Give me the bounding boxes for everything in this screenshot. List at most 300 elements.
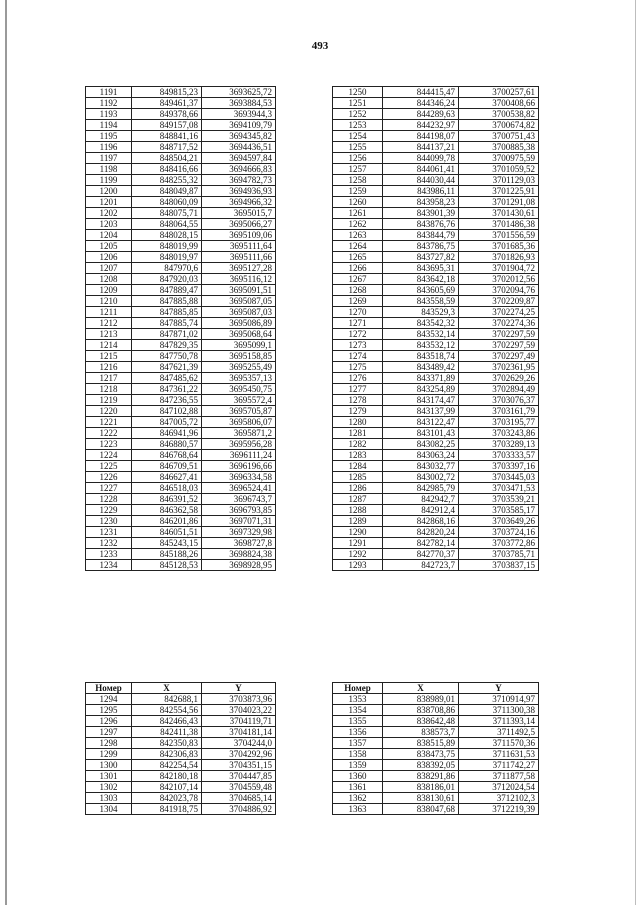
y-coordinate-cell: 3700674,82: [459, 120, 539, 131]
y-coordinate-cell: 3711300,38: [459, 705, 539, 716]
point-number-cell: 1269: [333, 296, 383, 307]
point-number-cell: 1281: [333, 428, 383, 439]
y-coordinate-cell: 3702209,87: [459, 296, 539, 307]
x-coordinate-cell: 847236,55: [132, 395, 202, 406]
y-coordinate-cell: 3695086,89: [202, 318, 276, 329]
table-row: [86, 98, 276, 109]
x-coordinate-cell: 848049,87: [132, 186, 202, 197]
table-row: [333, 98, 539, 109]
table-row: [333, 219, 539, 230]
point-number-cell: 1213: [86, 329, 132, 340]
table-row: [86, 527, 276, 538]
table-row: [333, 164, 539, 175]
x-coordinate-cell: 843558,59: [383, 296, 459, 307]
table-row: [86, 716, 276, 727]
point-number-cell: 1204: [86, 230, 132, 241]
x-coordinate-cell: 844232,97: [383, 120, 459, 131]
table-row: [86, 296, 276, 307]
table-row: [333, 263, 539, 274]
header-y: Y: [459, 683, 539, 694]
x-coordinate-cell: 842723,7: [383, 560, 459, 571]
point-number-cell: 1302: [86, 782, 132, 793]
point-number-cell: 1212: [86, 318, 132, 329]
x-coordinate-cell: 848019,99: [132, 241, 202, 252]
x-coordinate-cell: 844061,41: [383, 164, 459, 175]
x-coordinate-cell: 848064,55: [132, 219, 202, 230]
table-row: [333, 274, 539, 285]
y-coordinate-cell: 3701129,03: [459, 175, 539, 186]
table-row: [86, 782, 276, 793]
table-row: [86, 131, 276, 142]
table-row: [333, 120, 539, 131]
x-coordinate-cell: 842770,37: [383, 549, 459, 560]
x-coordinate-cell: 843174,47: [383, 395, 459, 406]
x-coordinate-cell: 843063,24: [383, 450, 459, 461]
table-row: [86, 406, 276, 417]
point-number-cell: 1198: [86, 164, 132, 175]
x-coordinate-cell: 844099,78: [383, 153, 459, 164]
x-coordinate-cell: 846362,58: [132, 505, 202, 516]
table-row: [333, 483, 539, 494]
table-row: [333, 395, 539, 406]
table-row: [86, 351, 276, 362]
table-row: [86, 307, 276, 318]
point-number-cell: 1298: [86, 738, 132, 749]
table-row: [86, 208, 276, 219]
point-number-cell: 1200: [86, 186, 132, 197]
point-number-cell: 1285: [333, 472, 383, 483]
x-coordinate-cell: 843958,23: [383, 197, 459, 208]
y-coordinate-cell: 3698824,38: [202, 549, 276, 560]
table-header-row: [333, 683, 539, 694]
y-coordinate-cell: 3702297,59: [459, 329, 539, 340]
x-coordinate-cell: 842350,83: [132, 738, 202, 749]
x-coordinate-cell: 847005,72: [132, 417, 202, 428]
x-coordinate-cell: 847889,47: [132, 285, 202, 296]
y-coordinate-cell: 3694666,83: [202, 164, 276, 175]
x-coordinate-cell: 844346,24: [383, 98, 459, 109]
x-coordinate-cell: 838047,68: [383, 804, 459, 815]
x-coordinate-cell: 848504,21: [132, 153, 202, 164]
point-number-cell: 1196: [86, 142, 132, 153]
point-number-cell: 1202: [86, 208, 132, 219]
x-coordinate-cell: 847885,88: [132, 296, 202, 307]
table-row: [86, 804, 276, 815]
table-row: [86, 153, 276, 164]
point-number-cell: 1234: [86, 560, 132, 571]
point-number-cell: 1215: [86, 351, 132, 362]
point-number-cell: 1228: [86, 494, 132, 505]
table-row: [333, 439, 539, 450]
y-coordinate-cell: 3704886,92: [202, 804, 276, 815]
y-coordinate-cell: 3703195,77: [459, 417, 539, 428]
point-number-cell: 1354: [333, 705, 383, 716]
point-number-cell: 1191: [86, 87, 132, 98]
y-coordinate-cell: 3694966,32: [202, 197, 276, 208]
x-coordinate-cell: 844030,44: [383, 175, 459, 186]
point-number-cell: 1251: [333, 98, 383, 109]
table-row: [333, 461, 539, 472]
y-coordinate-cell: 3694436,51: [202, 142, 276, 153]
y-coordinate-cell: 3704559,48: [202, 782, 276, 793]
y-coordinate-cell: 3696743,7: [202, 494, 276, 505]
header-x: X: [132, 683, 202, 694]
point-number-cell: 1357: [333, 738, 383, 749]
table-row: [86, 285, 276, 296]
x-coordinate-cell: 843518,74: [383, 351, 459, 362]
header-number: Номер: [333, 683, 383, 694]
x-coordinate-cell: 838989,01: [383, 694, 459, 705]
y-coordinate-cell: 3693625,72: [202, 87, 276, 98]
table-row: [86, 771, 276, 782]
x-coordinate-cell: 838186,01: [383, 782, 459, 793]
y-coordinate-cell: 3701826,93: [459, 252, 539, 263]
point-number-cell: 1229: [86, 505, 132, 516]
table-row: [333, 727, 539, 738]
point-number-cell: 1299: [86, 749, 132, 760]
point-number-cell: 1219: [86, 395, 132, 406]
y-coordinate-cell: 3704447,85: [202, 771, 276, 782]
table-row: [333, 142, 539, 153]
point-number-cell: 1208: [86, 274, 132, 285]
table-row: [86, 560, 276, 571]
x-coordinate-cell: 846201,86: [132, 516, 202, 527]
scan-edge-right: [635, 0, 636, 905]
point-number-cell: 1356: [333, 727, 383, 738]
table-row: [86, 461, 276, 472]
x-coordinate-cell: 846518,03: [132, 483, 202, 494]
y-coordinate-cell: 3711393,14: [459, 716, 539, 727]
table-row: [333, 351, 539, 362]
table-row: [86, 395, 276, 406]
y-coordinate-cell: 3695450,75: [202, 384, 276, 395]
table-row: [86, 318, 276, 329]
y-coordinate-cell: 3701430,61: [459, 208, 539, 219]
y-coordinate-cell: 3703445,03: [459, 472, 539, 483]
table-row: [86, 384, 276, 395]
y-coordinate-cell: 3700408,66: [459, 98, 539, 109]
table-row: [333, 208, 539, 219]
x-coordinate-cell: 847102,88: [132, 406, 202, 417]
x-coordinate-cell: 843489,42: [383, 362, 459, 373]
x-coordinate-cell: 843529,3: [383, 307, 459, 318]
point-number-cell: 1222: [86, 428, 132, 439]
x-coordinate-cell: 847871,02: [132, 329, 202, 340]
y-coordinate-cell: 3694936,93: [202, 186, 276, 197]
y-coordinate-cell: 3695705,87: [202, 406, 276, 417]
y-coordinate-cell: 3703785,71: [459, 549, 539, 560]
point-number-cell: 1232: [86, 538, 132, 549]
point-number-cell: 1277: [333, 384, 383, 395]
point-number-cell: 1273: [333, 340, 383, 351]
table-row: [86, 483, 276, 494]
table-row: [333, 694, 539, 705]
table-row: [333, 230, 539, 241]
y-coordinate-cell: 3712024,54: [459, 782, 539, 793]
table-row: [86, 705, 276, 716]
y-coordinate-cell: 3701556,59: [459, 230, 539, 241]
x-coordinate-cell: 847970,6: [132, 263, 202, 274]
y-coordinate-cell: 3698727,8: [202, 538, 276, 549]
y-coordinate-cell: 3703772,86: [459, 538, 539, 549]
table-row: [333, 705, 539, 716]
x-coordinate-cell: 842180,18: [132, 771, 202, 782]
y-coordinate-cell: 3702274,36: [459, 318, 539, 329]
y-coordinate-cell: 3701904,72: [459, 263, 539, 274]
y-coordinate-cell: 3701225,91: [459, 186, 539, 197]
y-coordinate-cell: 3693884,53: [202, 98, 276, 109]
x-coordinate-cell: 846880,57: [132, 439, 202, 450]
y-coordinate-cell: 3700538,82: [459, 109, 539, 120]
table-row: [86, 417, 276, 428]
table-row: [86, 727, 276, 738]
point-number-cell: 1214: [86, 340, 132, 351]
point-number-cell: 1254: [333, 131, 383, 142]
table-row: [333, 318, 539, 329]
point-number-cell: 1224: [86, 450, 132, 461]
x-coordinate-cell: 842782,14: [383, 538, 459, 549]
y-coordinate-cell: 3696334,58: [202, 472, 276, 483]
x-coordinate-cell: 838130,61: [383, 793, 459, 804]
table-row: [333, 450, 539, 461]
table-row: [333, 252, 539, 263]
table-row: [333, 516, 539, 527]
point-number-cell: 1272: [333, 329, 383, 340]
x-coordinate-cell: 848717,52: [132, 142, 202, 153]
table-row: [333, 760, 539, 771]
table-row: [86, 494, 276, 505]
x-coordinate-cell: 844289,63: [383, 109, 459, 120]
y-coordinate-cell: 3695015,7: [202, 208, 276, 219]
point-number-cell: 1218: [86, 384, 132, 395]
point-number-cell: 1274: [333, 351, 383, 362]
table-row: [86, 760, 276, 771]
table-row: [86, 694, 276, 705]
table-row: [333, 285, 539, 296]
y-coordinate-cell: 3702361,95: [459, 362, 539, 373]
point-number-cell: 1295: [86, 705, 132, 716]
x-coordinate-cell: 845243,15: [132, 538, 202, 549]
table-row: [86, 516, 276, 527]
table-row: [333, 109, 539, 120]
x-coordinate-cell: 843727,82: [383, 252, 459, 263]
x-coordinate-cell: 849378,66: [132, 109, 202, 120]
table-row: [86, 538, 276, 549]
table-row: [333, 153, 539, 164]
table-row: [86, 186, 276, 197]
point-number-cell: 1203: [86, 219, 132, 230]
y-coordinate-cell: 3696111,24: [202, 450, 276, 461]
point-number-cell: 1211: [86, 307, 132, 318]
table-row: [333, 771, 539, 782]
x-coordinate-cell: 848019,97: [132, 252, 202, 263]
x-coordinate-cell: 843532,14: [383, 329, 459, 340]
y-coordinate-cell: 3703161,79: [459, 406, 539, 417]
table-row: [333, 186, 539, 197]
y-coordinate-cell: 3700885,38: [459, 142, 539, 153]
table-row: [333, 296, 539, 307]
point-number-cell: 1231: [86, 527, 132, 538]
table-row: [86, 505, 276, 516]
table-row: [333, 175, 539, 186]
x-coordinate-cell: 843642,18: [383, 274, 459, 285]
coordinates-table-2: [332, 86, 539, 571]
y-coordinate-cell: 3704244,0: [202, 738, 276, 749]
x-coordinate-cell: 846051,51: [132, 527, 202, 538]
table-row: [86, 263, 276, 274]
point-number-cell: 1221: [86, 417, 132, 428]
table-row: [86, 549, 276, 560]
table-row: [333, 241, 539, 252]
x-coordinate-cell: 842023,78: [132, 793, 202, 804]
y-coordinate-cell: 3700751,43: [459, 131, 539, 142]
x-coordinate-cell: 847750,78: [132, 351, 202, 362]
y-coordinate-cell: 3702012,56: [459, 274, 539, 285]
point-number-cell: 1355: [333, 716, 383, 727]
table-row: [333, 793, 539, 804]
table-row: [86, 175, 276, 186]
y-coordinate-cell: 3693944,3: [202, 109, 276, 120]
table-row: [86, 373, 276, 384]
x-coordinate-cell: 846709,51: [132, 461, 202, 472]
point-number-cell: 1293: [333, 560, 383, 571]
point-number-cell: 1268: [333, 285, 383, 296]
point-number-cell: 1286: [333, 483, 383, 494]
point-number-cell: 1225: [86, 461, 132, 472]
y-coordinate-cell: 3704685,14: [202, 793, 276, 804]
point-number-cell: 1194: [86, 120, 132, 131]
point-number-cell: 1363: [333, 804, 383, 815]
x-coordinate-cell: 843901,39: [383, 208, 459, 219]
point-number-cell: 1279: [333, 406, 383, 417]
point-number-cell: 1209: [86, 285, 132, 296]
coordinates-table-3: [85, 682, 276, 815]
y-coordinate-cell: 3703243,86: [459, 428, 539, 439]
table-header-row: [86, 683, 276, 694]
y-coordinate-cell: 3695091,51: [202, 285, 276, 296]
y-coordinate-cell: 3695111,66: [202, 252, 276, 263]
point-number-cell: 1267: [333, 274, 383, 285]
point-number-cell: 1271: [333, 318, 383, 329]
x-coordinate-cell: 843786,75: [383, 241, 459, 252]
point-number-cell: 1304: [86, 804, 132, 815]
point-number-cell: 1297: [86, 727, 132, 738]
point-number-cell: 1259: [333, 186, 383, 197]
y-coordinate-cell: 3702274,25: [459, 307, 539, 318]
y-coordinate-cell: 3697329,98: [202, 527, 276, 538]
table-row: [333, 505, 539, 516]
table-row: [333, 782, 539, 793]
x-coordinate-cell: 843032,77: [383, 461, 459, 472]
x-coordinate-cell: 843002,72: [383, 472, 459, 483]
table-row: [333, 131, 539, 142]
x-coordinate-cell: 838708,86: [383, 705, 459, 716]
y-coordinate-cell: 3711570,36: [459, 738, 539, 749]
point-number-cell: 1301: [86, 771, 132, 782]
y-coordinate-cell: 3695127,28: [202, 263, 276, 274]
y-coordinate-cell: 3698928,95: [202, 560, 276, 571]
x-coordinate-cell: 843082,25: [383, 439, 459, 450]
x-coordinate-cell: 846391,52: [132, 494, 202, 505]
table-row: [333, 362, 539, 373]
y-coordinate-cell: 3695111,64: [202, 241, 276, 252]
y-coordinate-cell: 3695871,2: [202, 428, 276, 439]
x-coordinate-cell: 848841,16: [132, 131, 202, 142]
table-row: [86, 362, 276, 373]
x-coordinate-cell: 838291,86: [383, 771, 459, 782]
y-coordinate-cell: 3703837,15: [459, 560, 539, 571]
y-coordinate-cell: 3697071,31: [202, 516, 276, 527]
table-row: [333, 494, 539, 505]
x-coordinate-cell: 843371,89: [383, 373, 459, 384]
table-row: [86, 450, 276, 461]
table-row: [333, 538, 539, 549]
y-coordinate-cell: 3702094,76: [459, 285, 539, 296]
point-number-cell: 1192: [86, 98, 132, 109]
x-coordinate-cell: 846768,64: [132, 450, 202, 461]
x-coordinate-cell: 838573,7: [383, 727, 459, 738]
header-number: Номер: [86, 683, 132, 694]
y-coordinate-cell: 3703076,37: [459, 395, 539, 406]
y-coordinate-cell: 3703873,96: [202, 694, 276, 705]
x-coordinate-cell: 843542,32: [383, 318, 459, 329]
x-coordinate-cell: 847361,22: [132, 384, 202, 395]
point-number-cell: 1294: [86, 694, 132, 705]
header-y: Y: [202, 683, 276, 694]
y-coordinate-cell: 3703724,16: [459, 527, 539, 538]
x-coordinate-cell: 848416,66: [132, 164, 202, 175]
table-row: [333, 340, 539, 351]
x-coordinate-cell: 838515,89: [383, 738, 459, 749]
table-row: [333, 384, 539, 395]
table-row: [333, 472, 539, 483]
x-coordinate-cell: 842306,83: [132, 749, 202, 760]
table-row: [86, 428, 276, 439]
point-number-cell: 1266: [333, 263, 383, 274]
y-coordinate-cell: 3703333,57: [459, 450, 539, 461]
point-number-cell: 1292: [333, 549, 383, 560]
x-coordinate-cell: 842554,56: [132, 705, 202, 716]
table-row: [86, 749, 276, 760]
table-row: [86, 472, 276, 483]
x-coordinate-cell: 842254,54: [132, 760, 202, 771]
y-coordinate-cell: 3702894,49: [459, 384, 539, 395]
table-row: [86, 219, 276, 230]
table-row: [333, 549, 539, 560]
x-coordinate-cell: 842820,24: [383, 527, 459, 538]
y-coordinate-cell: 3694597,84: [202, 153, 276, 164]
point-number-cell: 1289: [333, 516, 383, 527]
point-number-cell: 1206: [86, 252, 132, 263]
y-coordinate-cell: 3711631,53: [459, 749, 539, 760]
table-row: [86, 329, 276, 340]
y-coordinate-cell: 3703471,53: [459, 483, 539, 494]
point-number-cell: 1260: [333, 197, 383, 208]
x-coordinate-cell: 842868,16: [383, 516, 459, 527]
point-number-cell: 1195: [86, 131, 132, 142]
point-number-cell: 1361: [333, 782, 383, 793]
coordinates-table-4: [332, 682, 539, 815]
point-number-cell: 1282: [333, 439, 383, 450]
table-row: [333, 749, 539, 760]
y-coordinate-cell: 3696524,41: [202, 483, 276, 494]
y-coordinate-cell: 3712102,3: [459, 793, 539, 804]
table-row: [333, 804, 539, 815]
x-coordinate-cell: 843695,31: [383, 263, 459, 274]
point-number-cell: 1256: [333, 153, 383, 164]
point-number-cell: 1276: [333, 373, 383, 384]
point-number-cell: 1262: [333, 219, 383, 230]
